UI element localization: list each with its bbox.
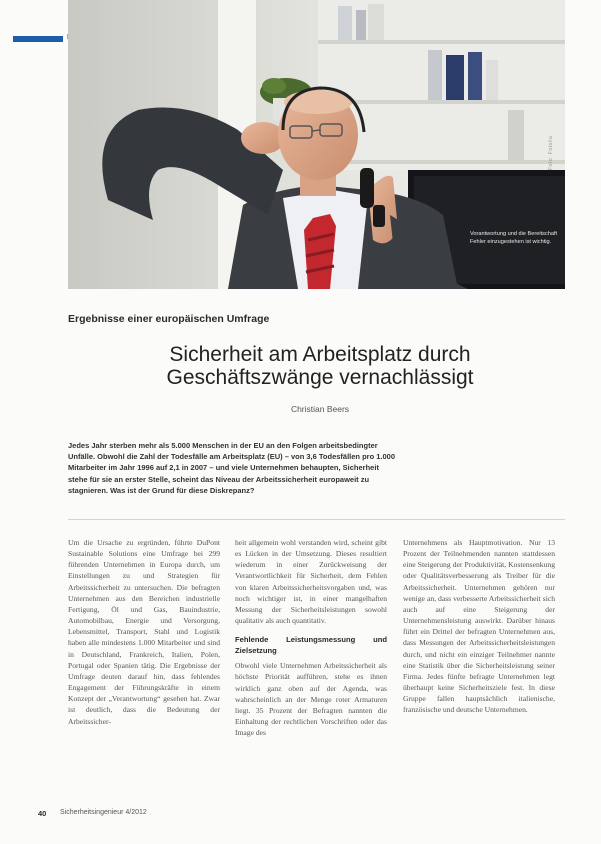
body-column-2 [235,537,387,738]
article-author: Christian Beers [290,404,350,414]
body-paragraph: Um die Ursache zu ergründen, führte DuPont Sustainable Solutions eine Umfrage bei 299 führenden Unternehmen in Europa durch, um Einstellungen zu und Strategien für Arbeitssicherheit zu untersuchen. Die befragten Unternehmen aus den Bereichen industrielle Fertigung, Öl und Gas, Bauindustrie, Automobilbau, Energie und Versorgung, Lebensmittel, Transport, Stahl und Logistik haben alle mindestens 1.000 Mitarbeiter und sind in Deutschland, Frankreich, Italien, Polen, Portugal oder Spanien tätig. Die Ergebnisse der Umfrage deuten darauf hin, dass fehlendes Engagement der Führungskräfte in einem Konzept der „Verantwortung“ gesehen hat. Zwar ist deutlich, dass die Bedeutung der Arbeitssicher- [68,538,220,726]
body-paragraph: heit allgemein wohl verstanden wird, scheint gibt es Lücken in der Umsetzung. Dieses resultiert wiederum in einer Zurückweisung der Verantwortlichkeit für Sicherheit, dem Fehlen von klaren Arbeitssicherheitsvorgaben und, was noch wichtiger ist, in einer mangelhaften Messung der Sicherheitsleistungen sowohl qualitativ als auch quantitativ. [235,538,387,626]
article-title: Sicherheit am Arbeitsplatz durch Geschäftszwänge vernachlässigt [166,343,474,389]
page-number: 40 [38,809,47,818]
section-accent-bar [13,36,63,42]
body-paragraph: Obwohl viele Unternehmen Arbeitssicherheit als höchste Priorität aufführen, stehe es ihnen wirklich ganz oben auf der Agenda, was wahrscheinlich an der Menge roter Armaturen liegt. 35 Prozent der Befragten nannten die Einhaltung der rechtlichen Vorschriften oder das Image des [235,661,387,738]
section-subhead: Fehlende Leistungsmessung und Zielsetzung [235,635,387,656]
photo-caption: Vorantwortung und die Bereitschaft Fehler einzugestehen ist wichtig. [470,231,558,246]
article-lead: Jedes Jahr sterben mehr als 5.000 Menschen in der EU an den Folgen arbeitsbedingter Unfälle. Obwohl die Zahl der Todesfälle am Arbeitsplatz (EU) – von 3,6 Todesfällen pro 1.000 Mitarbeiter im Jahr 1996 auf 2,1 in 2007 – und viele Unternehmen behaupten, Sicherheit stehe für sie an erster Stelle, scheint das Niveau der Arbeitssicherheit europaweit zu stagnieren. Was ist der Grund für diese Diskrepanz? [68,441,396,495]
divider [68,519,565,520]
body-paragraph: Unternehmens als Hauptmotivation. Nur 13 Prozent der Teilnehmenden nannten stattdessen eine Steigerung der Produktivität, Kostensenkung oder Qualitätsverbesserung als Treiber für die Arbeitssicherheit. Unternehmen gehören nur wenige an, dass verbesserte Arbeitssicherheit sich auch auf eine Steigerung der Unternehmensleistung auswirkt. Darüber hinaus führt ein Drittel der befragten Unternehmen aus, dass Messungen der Arbeitssicherheitsleistungen durch, und nicht ein einziger Teilnehmer nannte eine Statistik über die Sicherheitsleistung seiner Firma. Jedes fünfte befragte Unternehmen legt überhaupt keine Sicherheitsziele fest. In diese Gruppe fallen hauptsächlich italienische, französische und deutsche Unternehmen. [403,538,555,715]
photo-credit: Foto: Fotolia [548,135,554,170]
magazine-name: Sicherheitsingenieur 4/2012 [60,809,147,816]
body-column-3 [403,537,555,716]
body-column-1 [68,537,220,727]
article-kicker: Ergebnisse einer europäischen Umfrage [68,313,270,325]
